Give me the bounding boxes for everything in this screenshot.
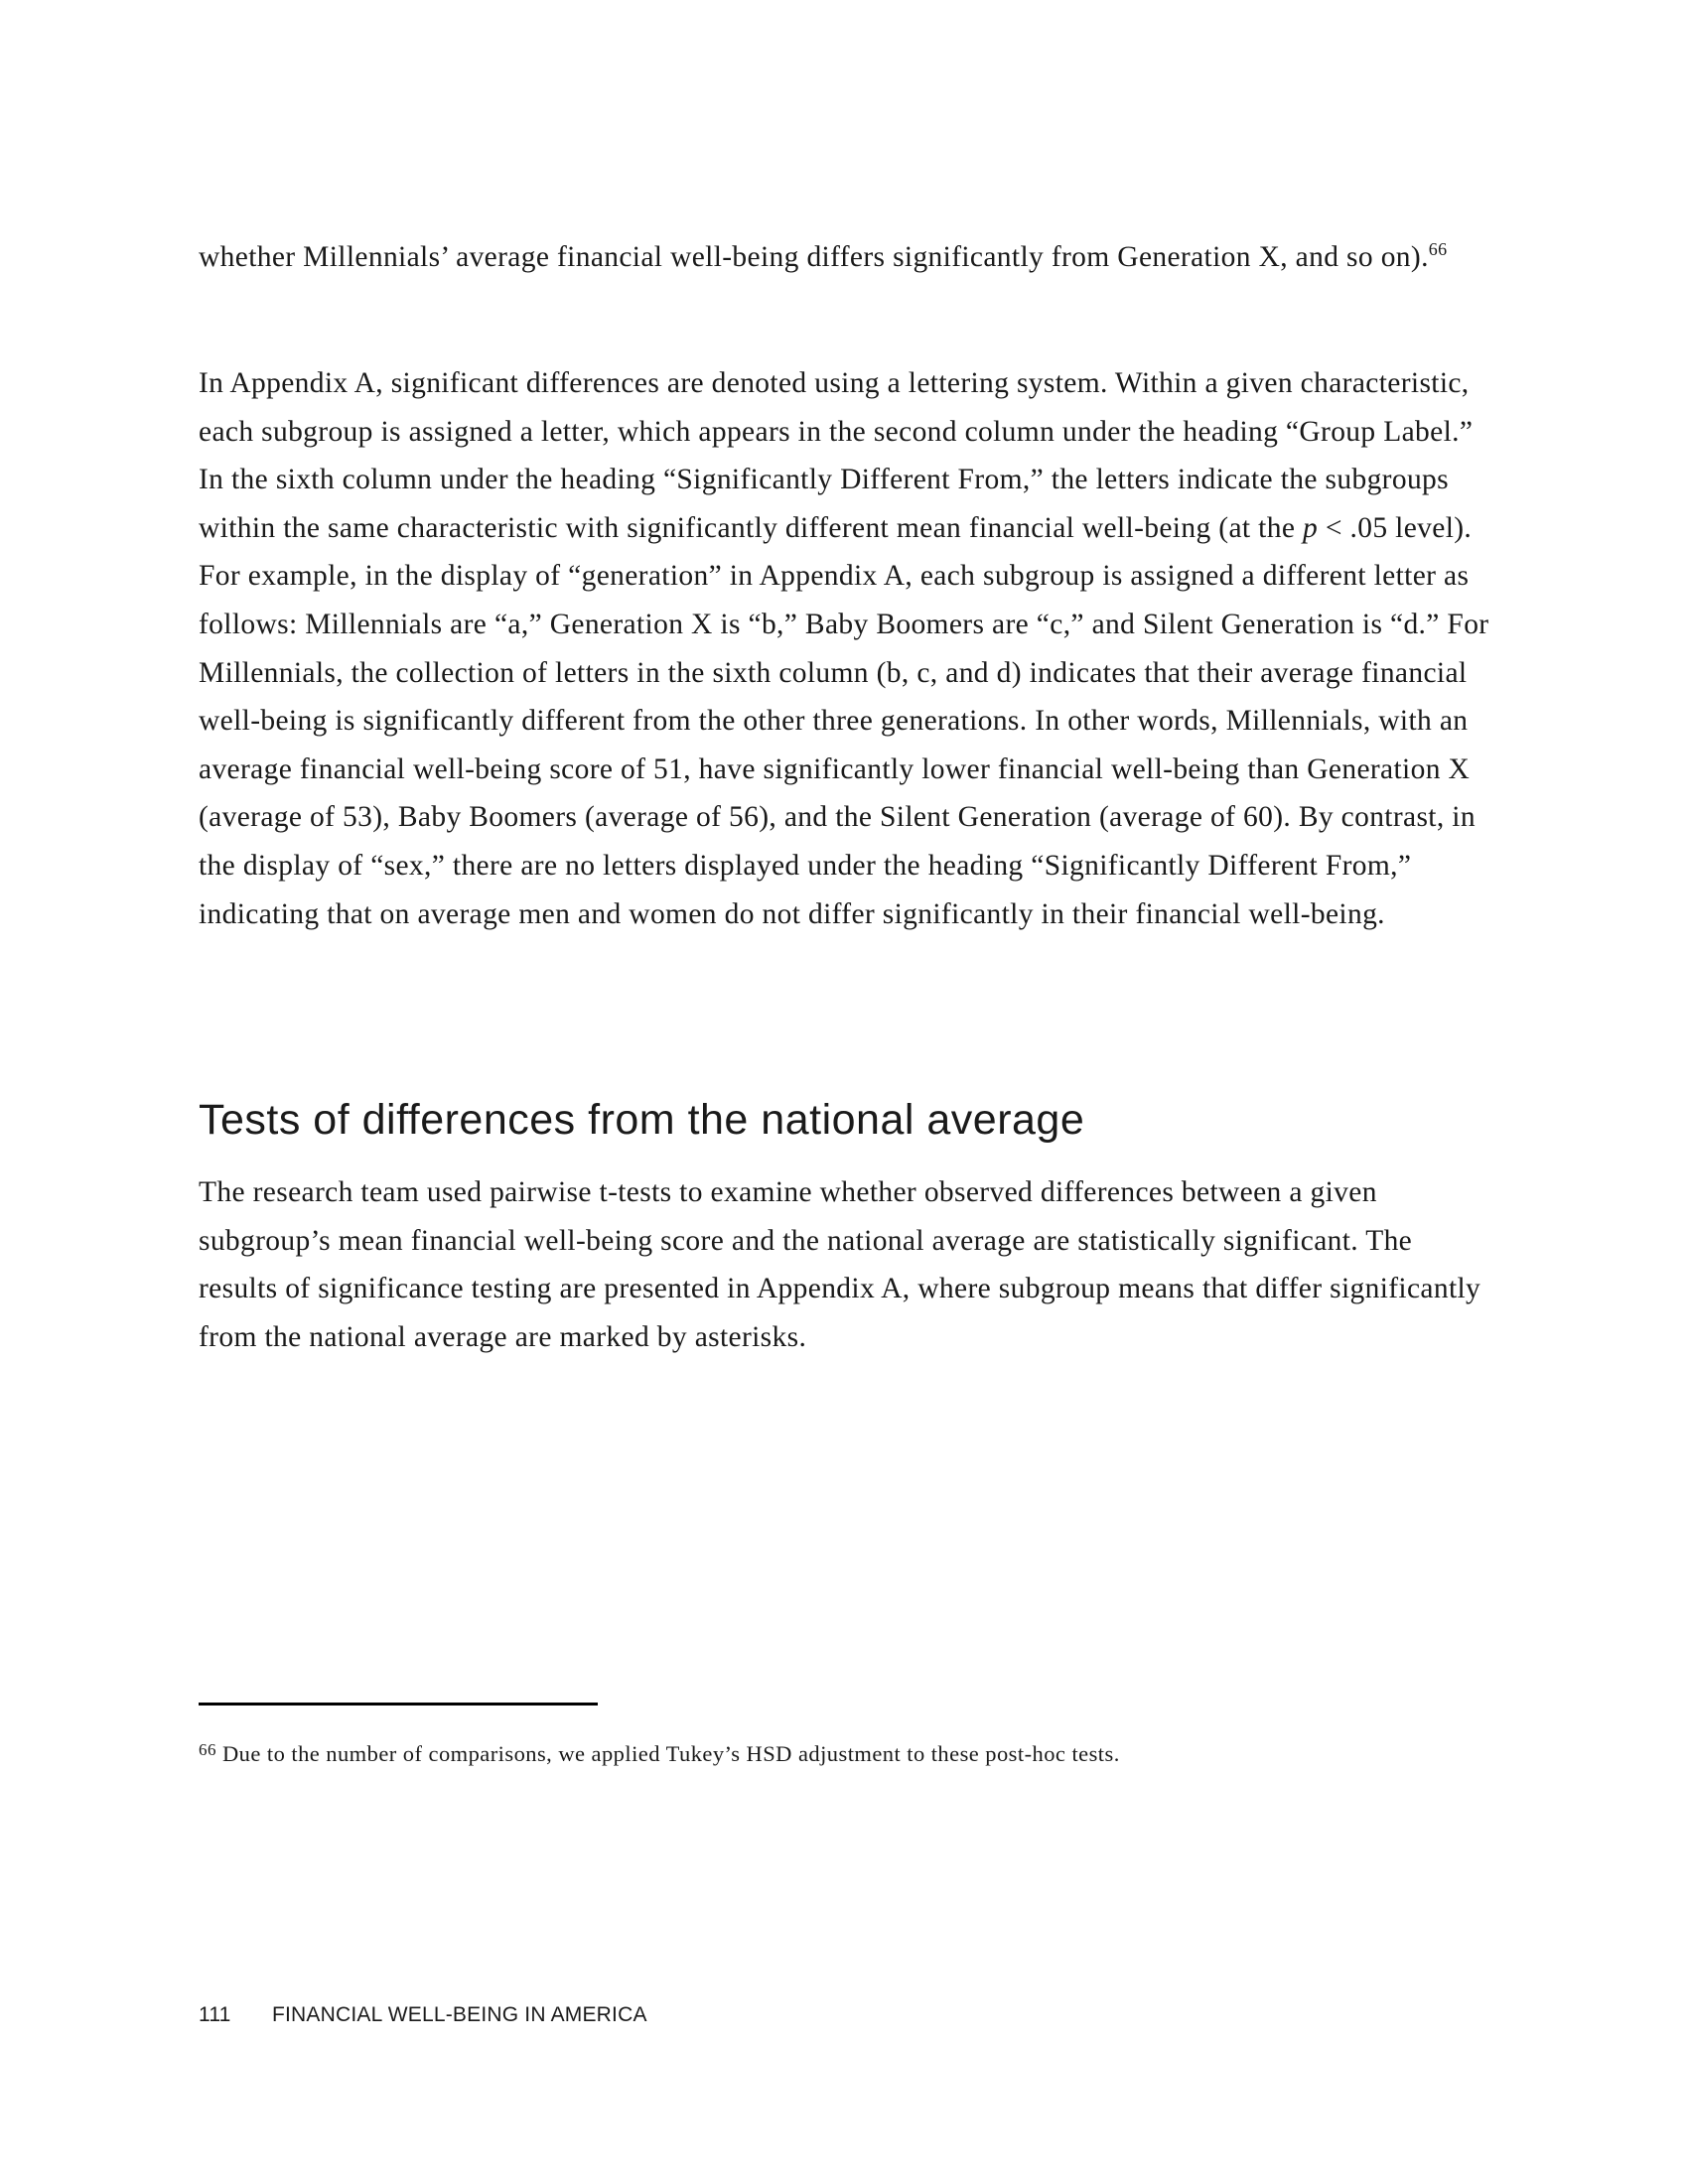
footnote-divider: [199, 1703, 598, 1706]
footer-title: FINANCIAL WELL-BEING IN AMERICA: [272, 2003, 647, 2026]
page-footer: [199, 2001, 647, 2029]
paragraph-continuation: [199, 233, 1489, 282]
p-value-symbol: p: [1302, 511, 1319, 544]
page-number: 111: [199, 2003, 231, 2026]
footnote-number: 66: [199, 1740, 216, 1759]
section-heading: Tests of differences from the national average: [199, 1096, 1085, 1144]
paragraph-text-part-1: In Appendix A, significant differences are denoted using a lettering system. Within a given characteristic, each subgroup is assigned a letter, which appears in the second column under the heading “Group Label.” In the sixth column under the heading “Significantly Different From,” the letters indicate the subgroups within the same characteristic with significantly different mean financial well-being (at the: [199, 367, 1474, 544]
paragraph-text: whether Millennials’ average financial well-being differs significantly from Generation X, and so on).: [199, 241, 1429, 273]
paragraph-lettering-system: [199, 359, 1489, 938]
paragraph-national-average: The research team used pairwise t-tests to examine whether observed differences between a given subgroup’s mean financial well-being score and the national average are statistically significant. The results of significance testing are presented in Appendix A, where subgroup means that differ significantly from the national average are marked by asterisks.: [199, 1176, 1481, 1353]
footnote: [199, 1739, 1120, 1769]
footnote-text: Due to the number of comparisons, we applied Tukey’s HSD adjustment to these post-hoc tests.: [215, 1741, 1120, 1766]
footnote-reference[interactable]: 66: [1428, 239, 1448, 260]
paragraph-text-part-2: < .05 level). For example, in the display of “generation” in Appendix A, each subgroup is assigned a different letter as follows: Millennials are “a,” Generation X is “b,” Baby Boomers are “c,” and Silent Generation is “d.” For Millennials, the collection of letters in the sixth column (b, c, and d) indicates that their average financial well-being is significantly different from the other three generations. In other words, Millennials, with an average financial well-being score of 51, have significantly lower financial well-being than Generation X (average of 53), Baby Boomers (average of 56), and the Silent Generation (average of 60). By contrast, in the display of “sex,” there are no letters displayed under the heading “Significantly Different From,” indicating that on average men and women do not differ significantly in their financial well-being.: [199, 511, 1489, 930]
